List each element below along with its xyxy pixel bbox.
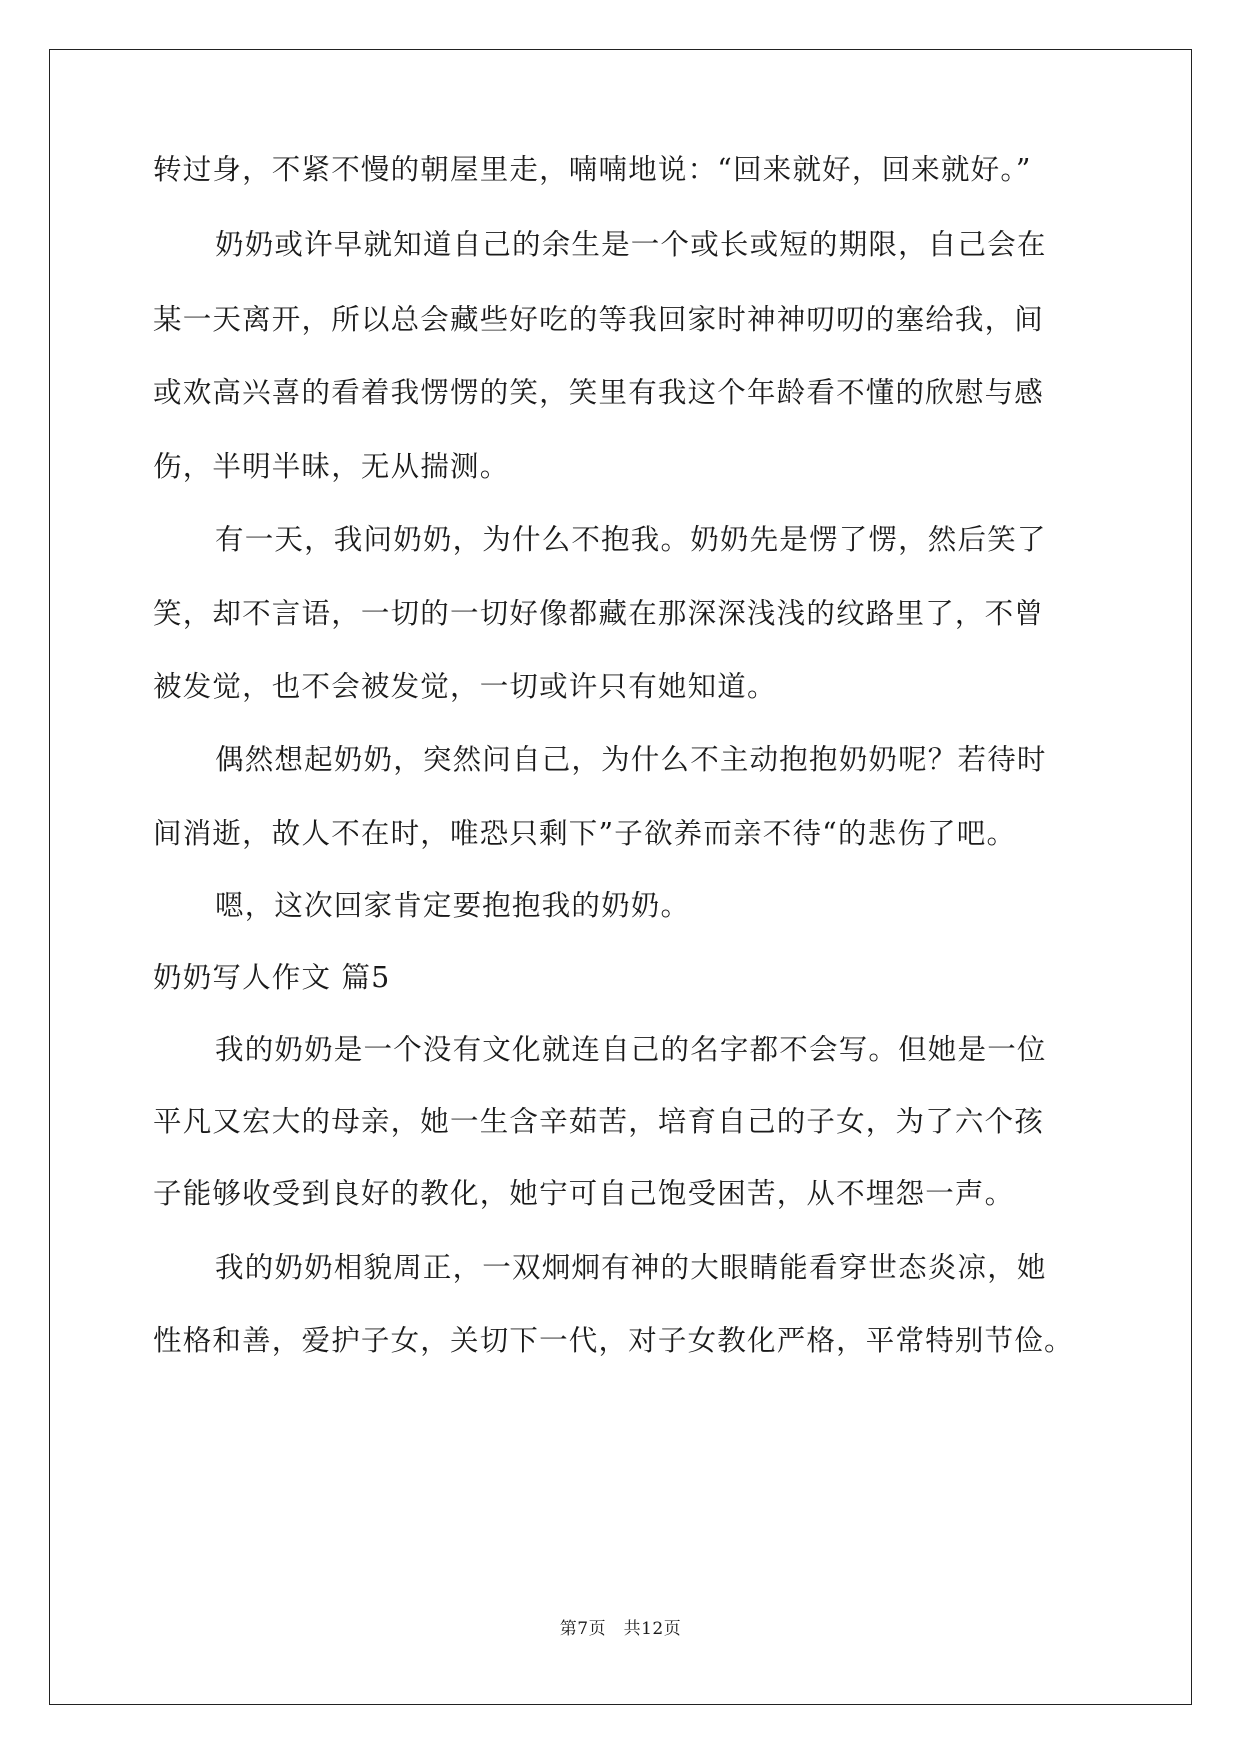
paragraph-line: 有一天，我问奶奶，为什么不抱我。奶奶先是愣了愣，然后笑了: [215, 523, 1047, 556]
paragraph-line: 伤，半明半昧，无从揣测。: [153, 450, 510, 483]
paragraph-line: 某一天离开，所以总会藏些好吃的等我回家时神神叨叨的塞给我，间: [153, 303, 1045, 336]
paragraph-line: 笑，却不言语，一切的一切好像都藏在那深深浅浅的纹路里了，不曾: [153, 597, 1045, 630]
paragraph-line: 或欢高兴喜的看着我愣愣的笑，笑里有我这个年龄看不懂的欣慰与感: [153, 376, 1045, 409]
paragraph-line: 我的奶奶相貌周正，一双炯炯有神的大眼睛能看穿世态炎凉，她: [215, 1251, 1047, 1284]
paragraph-line: 性格和善，爱护子女，关切下一代，对子女教化严格，平常特别节俭。: [153, 1324, 1074, 1357]
paragraph-line: 被发觉，也不会被发觉，一切或许只有她知道。: [153, 670, 777, 703]
paragraph-line: 嗯，这次回家肯定要抱抱我的奶奶。: [215, 889, 691, 922]
paragraph-line: 子能够收受到良好的教化，她宁可自己饱受困苦，从不埋怨一声。: [153, 1177, 1015, 1210]
page-number: 第7页 共12页: [559, 1619, 682, 1639]
section-heading: 奶奶写人作文 篇5: [153, 961, 391, 994]
paragraph-line: 转过身，不紧不慢的朝屋里走，喃喃地说：“回来就好，回来就好。”: [153, 153, 1032, 186]
paragraph-line: 奶奶或许早就知道自己的余生是一个或长或短的期限，自己会在: [215, 228, 1047, 261]
paragraph-line: 间消逝，故人不在时，唯恐只剩下”子欲养而亲不待“的悲伤了吧。: [153, 817, 1017, 850]
page-border: [49, 49, 1192, 1705]
paragraph-line: 平凡又宏大的母亲，她一生含辛茹苦，培育自己的子女，为了六个孩: [153, 1105, 1045, 1138]
paragraph-line: 我的奶奶是一个没有文化就连自己的名字都不会写。但她是一位: [215, 1033, 1047, 1066]
paragraph-line: 偶然想起奶奶，突然问自己，为什么不主动抱抱奶奶呢？若待时: [215, 743, 1047, 776]
